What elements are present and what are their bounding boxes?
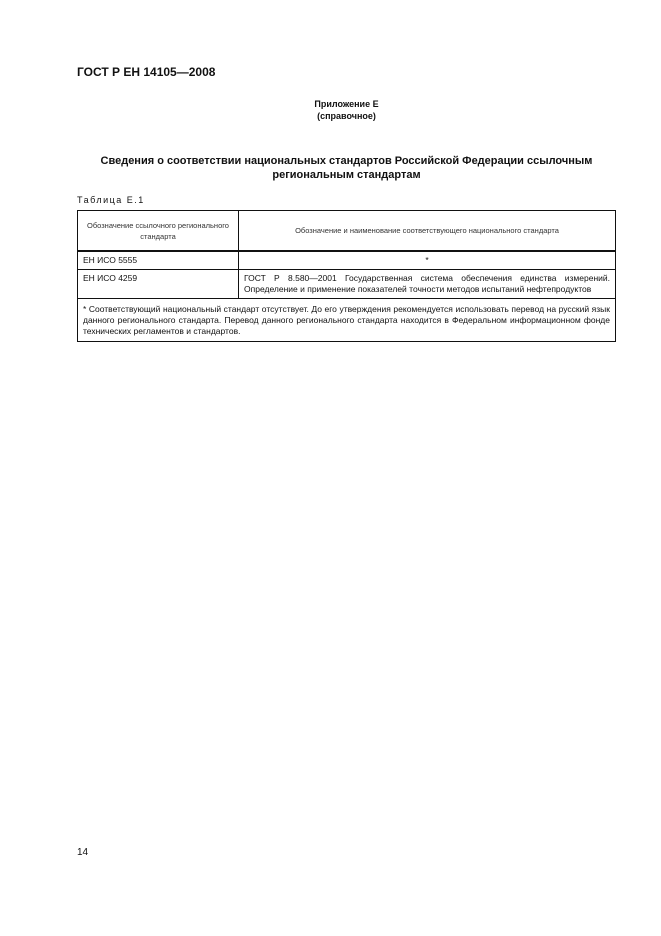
heading-line-1: Сведения о соответствии национальных стандартов Российской Федерации ссылочным (100, 155, 593, 167)
table-row (78, 270, 616, 299)
column-header: Обозначение ссылочного регионального стандарта (78, 211, 239, 252)
national-standard-cell: ГОСТ Р 8.580—2001 Государственная система обеспечения единства измерений. Определение и применение показателей точности методов испытаний нефтепродуктов (239, 270, 616, 299)
column-header: Обозначение и наименование соответствующего национального стандарта (239, 211, 616, 252)
table-row (78, 251, 616, 270)
table-header-row (78, 211, 616, 252)
table-footnote-row (78, 299, 616, 342)
appendix-subtitle: (справочное) (317, 111, 376, 121)
document-code: ГОСТ Р ЕН 14105—2008 (77, 65, 216, 79)
ref-standard-cell: ЕН ИСО 5555 (78, 251, 239, 270)
national-standard-cell: * (239, 251, 616, 270)
heading-line-2: региональным стандартам (272, 169, 421, 181)
page-number: 14 (77, 847, 89, 858)
appendix-label: Приложение Е (314, 99, 379, 109)
correspondence-table (77, 210, 616, 342)
ref-standard-cell: ЕН ИСО 4259 (78, 270, 239, 299)
table-label: Таблица Е.1 (77, 195, 145, 205)
appendix-title (77, 98, 616, 122)
table-footnote: * Соответствующий национальный стандарт отсутствует. До его утверждения рекомендуется использовать перевод на русский язык данного регионального стандарта. Перевод данного регионального стандарта находится в Федеральном информационном фонде технических регламентов и стандартов. (78, 299, 616, 342)
section-heading (77, 154, 616, 182)
